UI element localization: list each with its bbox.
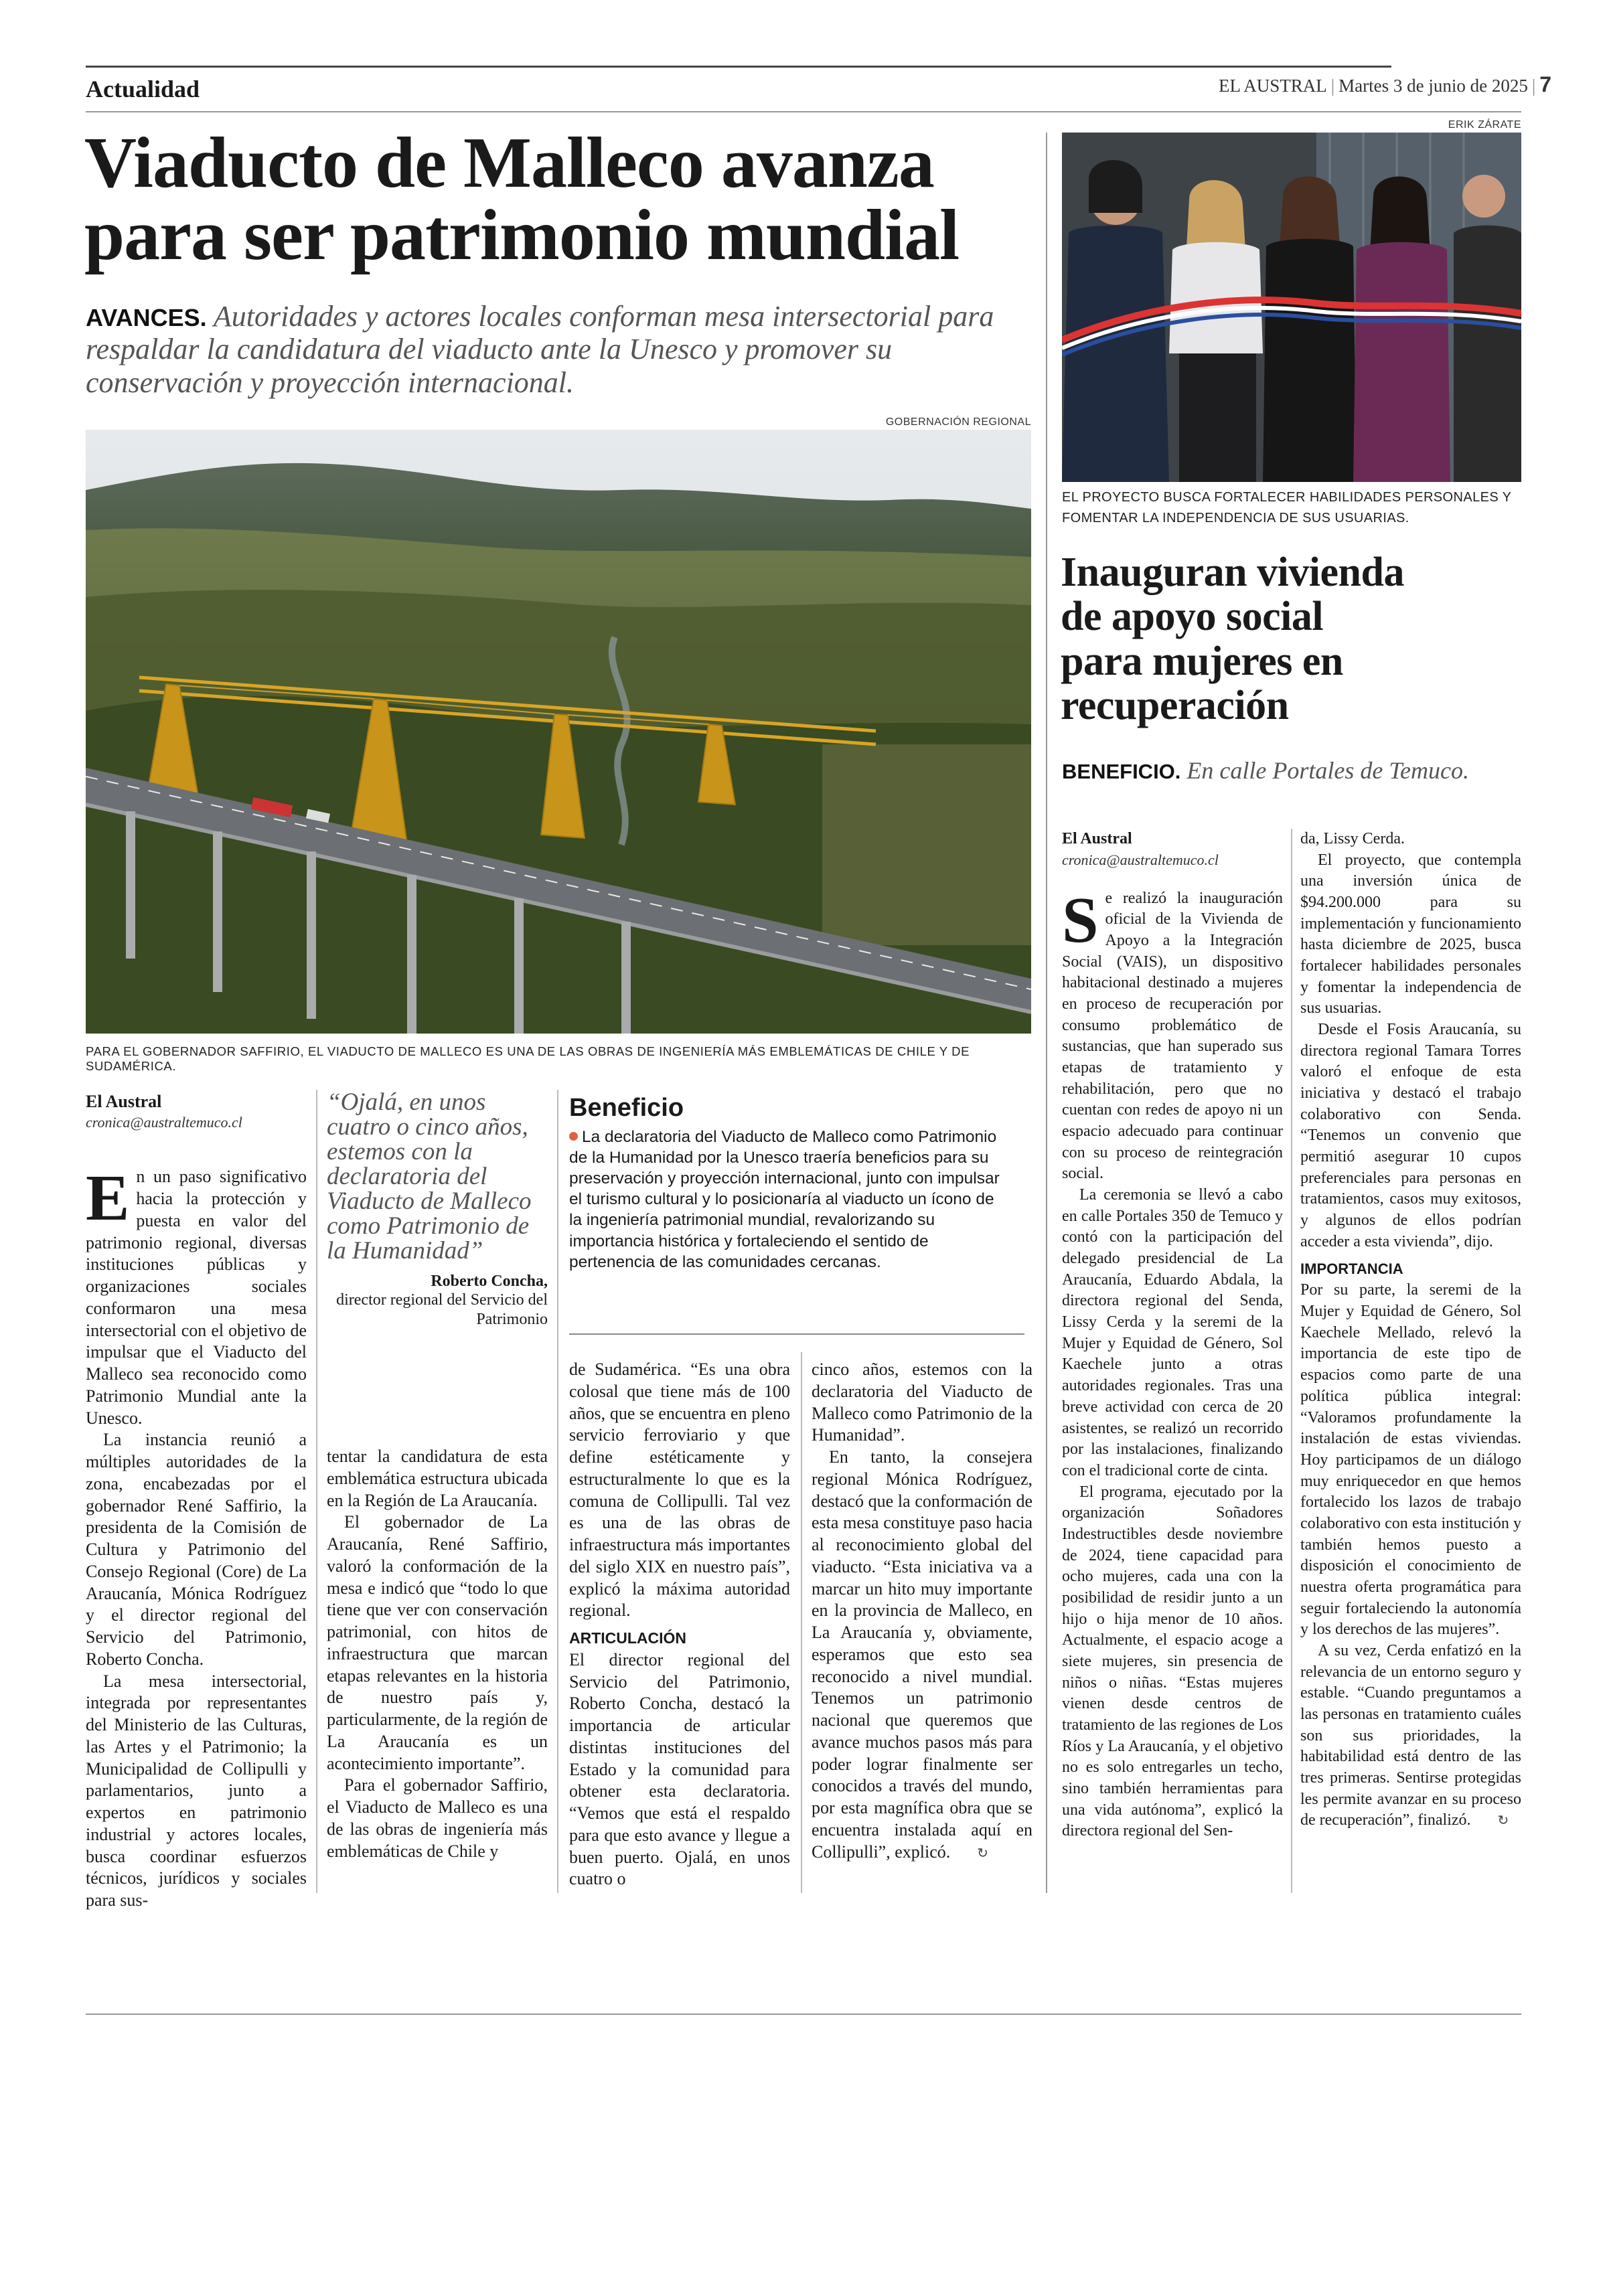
paragraph: A su vez, Cerda enfatizó en la relevancia de un entorno seguro y estable. “Cuando preguntamos a las personas en tratamiento cuáles son sus prioridades, la habitabilidad está dentro de las tres primeras. Sentirse protegidas les permite avanzar en su proceso de recuperación”, finalizó. ↻ [1300,1641,1521,1829]
pull-quote-role: director regional del Servicio del Patrimonio [336,1291,548,1328]
side-headline [1061,550,1523,728]
page-number: 7 [1539,72,1552,96]
paragraph: de Sudamérica. “Es una obra colosal que tiene más de 100 años, que se encuentra en pleno servicio ferroviario y que define estéticamente y estructuralmente lo que es la comuna de Collipulli. Tal vez es una de las obras de infraestructura más importantes del siglo XIX en nuestro país”, explicó la máxima autoridad regional. [569,1360,790,1621]
issue-date: Martes 3 de junio de 2025 [1338,76,1528,96]
header-bottom-rule [86,111,1521,112]
viaduct-photo [86,430,1031,1034]
paragraph: El director regional del Servicio del Patrimonio, Roberto Concha, destacó la importancia de articular distintas instituciones del Estado y la comunidad para obtener esta declaratoria. “Vemos que está el respaldo para que esto avance y llegue a buen puerto. Ojalá, en unos cuatro o [569,1649,790,1889]
side-lead [1062,756,1524,785]
main-column-2 [327,1446,548,1862]
paper-name: EL AUSTRAL [1219,76,1327,96]
column-divider [316,1090,317,1893]
benefit-box-text: La declaratoria del Viaducto de Malleco como Patrimonio de la Humanidad por la Unesco traería beneficios para su preservación y proyección internacional, junto con impulsar el turismo cultural y lo posicionaría al viaducto un ícono de la ingeniería patrimonial mundial, revalorizando su importancia histórica y fortaleciendo el sentido de pertenencia de las comunidades cercanas. [569,1128,1000,1271]
paragraph: cinco años, estemos con la declaratoria del Viaducto de Malleco como Patrimonio de la Humanidad”. [812,1360,1032,1445]
paragraph: El proyecto, que contempla una inversión única de $94.200.000 para su implementación y funcionamiento hasta diciembre de 2025, busca fortalecer habilidades personales y fomentar la independencia de sus usuarias. [1300,851,1521,1017]
column-divider [1291,829,1292,1893]
ribbon-cutting-photo [1062,133,1521,482]
benefit-box-rule [569,1333,1024,1335]
side-column-2 [1300,829,1521,1831]
paragraph: La mesa intersectorial, integrada por representantes del Ministerio de las Culturas, las Artes y el Patrimonio; la Municipalidad de Collipulli y parlamentarios, junto a expertos en patrimonio industrial y actores locales, busca coordinar esfuerzos técnicos, jurídicos y sociales para sus- [86,1671,307,1910]
paragraph: Desde el Fosis Araucanía, su directora regional Tamara Torres valoró el enfoque de esta iniciativa y destacó el trabajo colaborativo con Senda. “Tenemos un convenio que permitió asegurar 10 cupos preferenciales para personas en tratamientos, casos muy exitosos, y algunos de ellos podrían acceder a esta vivienda”, dijo. [1300,1021,1521,1250]
main-column-3 [569,1359,790,1890]
side-photo-caption: EL PROYECTO BUSCA FORTALECER HABILIDADES PERSONALES Y FOMENTAR LA INDEPENDENCIA DE SUS USUARIAS. [1062,490,1512,525]
side-headline-line: recuperación [1061,682,1289,728]
dropcap: E [86,1162,130,1235]
masthead-separator: | [1330,76,1335,96]
subhead-importancia: IMPORTANCIA [1300,1260,1403,1278]
viaduct-illustration [86,430,1031,1034]
paragraph: En un paso significativo hacia la protección y puesta en valor del patrimonio regional, diversas instituciones públicas y organizaciones sociales conformaron una mesa intersectorial con el objetivo de impulsar que el Viaducto del Malleco sea reconocido como Patrimonio Mundial ante la Unesco. [86,1162,307,1428]
side-column-1 [1062,829,1283,1842]
paragraph: Por su parte, la seremi de la Mujer y Equidad de Género, Sol Kaechele Mellado, relevó la importancia de este tipo de espacios como parte de una política pública integral: “Valoramos profundamente la instalación de estas viviendas. Hoy participamos de un diálogo muy enriquecedor en que hemos fortalecido los lazos de trabajo colaborativo con esta institución y también hemos puesto a disposición el conocimiento de nuestra oferta programática para seguir fortaleciendo la autonomía y los derechos de las mujeres”. [1300,1281,1521,1639]
end-mark-icon: ↻ [1497,1812,1509,1829]
main-photo-credit: GOBERNACIÓN REGIONAL [885,416,1031,428]
main-byline-email: cronica@australtemuco.cl [86,1113,242,1131]
story-divider [1046,133,1047,1893]
side-photo-credit: ERIK ZÁRATE [1448,119,1521,131]
section-label: Actualidad [86,76,200,102]
main-headline [84,123,1049,275]
bullet-dot-icon [569,1132,578,1141]
pull-quote-text: “Ojalá, en unos cuatro o cinco años, estemos con la declaratoria del Viaducto de Malleco como Patrimonio de la Humanidad” [327,1088,532,1264]
side-byline-email: cronica@australtemuco.cl [1062,851,1219,868]
side-byline-name: El Austral [1062,830,1132,847]
dropcap: S [1062,884,1099,957]
paragraph: La instancia reunió a múltiples autoridades de la zona, encabezadas por el gobernador René Saffirio, la presidenta de la Comisión de Cultura y Patrimonio del Consejo Regional (Core) de La Araucanía, Mónica Rodríguez y el director regional del Servicio del Patrimonio, Roberto Concha. [86,1430,307,1669]
side-headline-line: Inauguran vivienda [1061,550,1405,595]
pull-quote [327,1090,548,1329]
ribbon-cutting-illustration [1062,133,1521,482]
footer-rule [86,2014,1521,2015]
masthead-separator: | [1531,76,1536,96]
column-divider [557,1090,558,1893]
paragraph: El gobernador de La Araucanía, René Saffirio, valoró la conformación de la mesa e indicó que “todo lo que tiene que ver con conservación patrimonial, con hitos de infraestructura que marcan etapas relevantes en la historia de nuestro país y, particularmente, de la región de La Araucanía es un acontecimiento importante”. [327,1512,548,1773]
side-lead-kicker: BENEFICIO. [1062,760,1181,783]
main-lead-kicker: AVANCES. [86,304,207,331]
main-photo-caption: PARA EL GOBERNADOR SAFFIRIO, EL VIADUCTO DE MALLECO ES UNA DE LAS OBRAS DE INGENIERÍA MÁS EMBLEMÁTICAS DE CHILE Y DE SUDAMÉRICA. [86,1044,970,1073]
main-byline-name: El Austral [86,1092,162,1111]
main-headline-line: Viaducto de Malleco avanza [84,123,934,203]
main-column-1 [86,1091,307,1912]
main-headline-line: para ser patrimonio mundial [84,195,960,275]
paragraph: da, Lissy Cerda. [1300,830,1405,847]
paragraph: Para el gobernador Saffirio, el Viaducto de Malleco es una de las obras de ingeniería más emblemáticas de Chile y [327,1775,548,1861]
paragraph: El programa, ejecutado por la organización Soñadores Indestructibles desde noviembre de 2024, tiene capacidad para ocho mujeres, cada una con la posibilidad de residir junto a un hijo o hija menor de 10 años. Actualmente, el espacio acoge a siete mujeres, sin presencia de niños o niñas. “Estas mujeres vienen desde centros de tratamiento de las regiones de Los Ríos y La Araucanía, y el objetivo no es solo entregarles un techo, sino también herramientas para una vida autónoma”, explicó la directora regional del Sen- [1062,1483,1283,1840]
side-lead-text: En calle Portales de Temuco. [1187,757,1469,784]
paragraph: tentar la candidatura de esta emblemática estructura ubicada en la Región de La Araucanía. [327,1447,548,1510]
main-lead [86,300,1037,399]
benefit-box [569,1094,1011,1273]
main-column-4 [812,1359,1032,1863]
main-lead-text: Autoridades y actores locales conforman mesa intersectorial para respaldar la candidatura del viaducto ante la Unesco y promover su conservación y proyección internacional. [86,300,994,399]
header-top-rule [86,66,1391,68]
paragraph: Se realizó la inauguración oficial de la Vivienda de Apoyo a la Integración Social (VAIS), un dispositivo habitacional destinado a mujeres en proceso de recuperación por consumo problemático de sustancias, que han superado sus etapas de tratamiento y rehabilitación, pero que no cuentan con redes de apoyo ni un espacio adecuado para continuar con su proceso de reintegración social. [1062,884,1283,1183]
pull-quote-author: Roberto Concha, [431,1273,548,1290]
column-divider [801,1352,802,1893]
subhead-articulacion: ARTICULACIÓN [569,1629,687,1647]
end-mark-icon: ↻ [977,1844,989,1861]
side-headline-line: de apoyo social [1061,594,1324,640]
masthead [1219,72,1551,97]
benefit-box-title: Beneficio [569,1094,684,1122]
paragraph: En tanto, la consejera regional Mónica Rodríguez, destacó que la conformación de esta mesa constituye paso hacia al reconocimiento global del viaducto. “Esta iniciativa va a marcar un hito muy importante en la provincia de Malleco, en La Araucanía y, obviamente, esperamos que esto sea reconocido a nivel mundial. Tenemos un patrimonio nacional que queremos que avance muchos pasos más para poder lograr finalmente ser conocidos a través del mundo, por esta magnífica obra que se encuentra instalada aquí en Collipulli”, explicó. ↻ [812,1447,1032,1862]
side-headline-line: para mujeres en [1061,638,1343,684]
paragraph: La ceremonia se llevó a cabo en calle Portales 350 de Temuco y contó con la participación del delegado presidencial de La Araucanía, Eduardo Abdala, la directora regional del Senda, Lissy Cerda y la seremi de la Mujer y Equidad de Género, Sol Kaechele junto a otras autoridades regionales. Tras una breve actividad con cerca de 20 asistentes, se realizó un recorrido por las instalaciones, finalizando con el tradicional corte de cinta. [1062,1186,1283,1479]
